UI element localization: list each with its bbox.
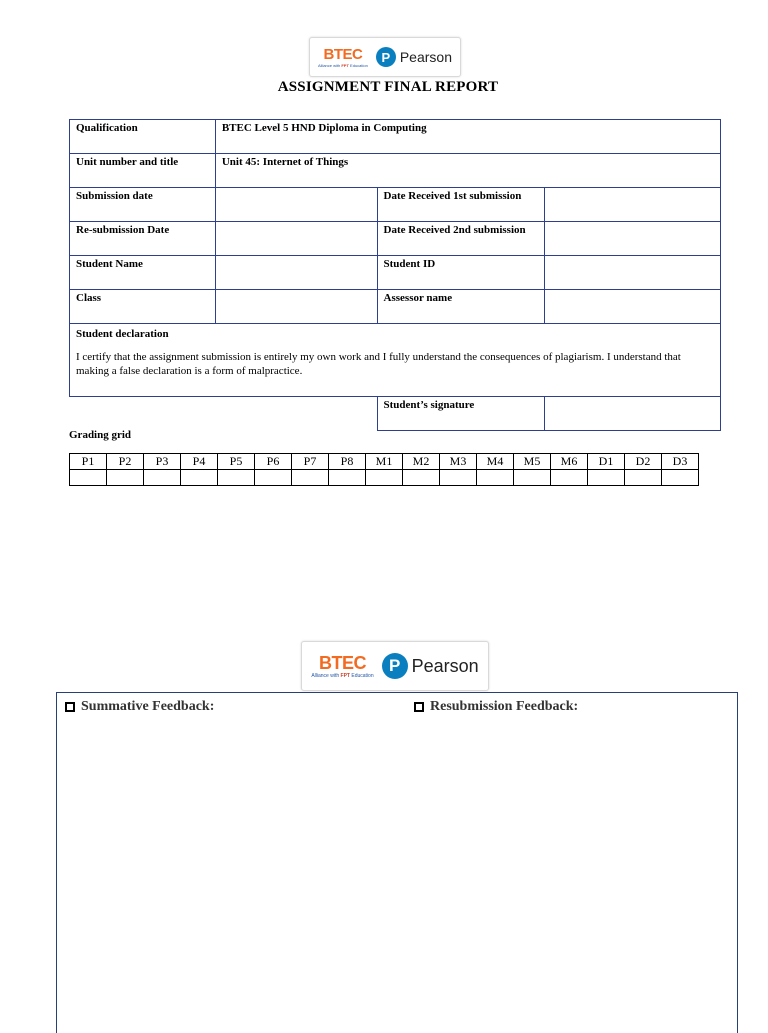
grade-cell-m4[interactable]	[477, 470, 514, 486]
signature-spacer	[70, 397, 378, 431]
declaration-text: I certify that the assignment submission is entirely my own work and I fully understand the consequences of plagiarism. I understand that making a false declaration is a form of malpractice.	[76, 351, 681, 378]
assignment-info-table	[69, 119, 721, 431]
btec-tagline-suffix: Education	[351, 672, 374, 679]
feedback-box	[56, 692, 738, 1033]
submission-date-field[interactable]	[215, 188, 377, 222]
submission-date-label: Submission date	[70, 188, 216, 222]
grade-header-p1: P1	[70, 454, 107, 470]
grade-cell-p5[interactable]	[218, 470, 255, 486]
student-name-label: Student Name	[70, 256, 216, 290]
class-label: Class	[70, 290, 216, 324]
grade-header-p2: P2	[107, 454, 144, 470]
class-field[interactable]	[215, 290, 377, 324]
pearson-logo	[376, 47, 452, 67]
btec-pearson-logo	[309, 37, 461, 77]
grade-cell-m2[interactable]	[403, 470, 440, 486]
student-id-field[interactable]	[545, 256, 721, 290]
date-received-2-field[interactable]	[545, 222, 721, 256]
btec-tagline-brand: FPT	[340, 672, 350, 679]
btec-logo	[318, 47, 368, 68]
table-row	[70, 256, 721, 290]
grade-cell-p6[interactable]	[255, 470, 292, 486]
grade-header-p8: P8	[329, 454, 366, 470]
checkbox-icon[interactable]	[414, 702, 424, 712]
btec-tagline	[311, 674, 373, 679]
table-row	[70, 397, 721, 431]
grade-header-m3: M3	[440, 454, 477, 470]
btec-tagline-prefix: Alliance with	[318, 62, 341, 68]
table-row	[70, 154, 721, 188]
grade-header-d2: D2	[625, 454, 662, 470]
btec-pearson-logo-bottom	[301, 641, 489, 691]
btec-tagline	[318, 64, 368, 68]
grade-header-m5: M5	[514, 454, 551, 470]
grade-cell-d3[interactable]	[662, 470, 699, 486]
declaration-title: Student declaration	[76, 328, 169, 340]
resubmission-date-field[interactable]	[215, 222, 377, 256]
assessor-label: Assessor name	[377, 290, 545, 324]
unit-value: Unit 45: Internet of Things	[215, 154, 720, 188]
grade-cell-p1[interactable]	[70, 470, 107, 486]
resubmission-feedback-heading	[414, 699, 578, 715]
table-row	[70, 324, 721, 397]
pearson-wordmark: Pearson	[399, 49, 452, 65]
btec-tagline-brand: FPT	[341, 62, 349, 68]
summative-feedback-heading	[65, 699, 214, 715]
grade-header-p6: P6	[255, 454, 292, 470]
grading-grid-label: Grading grid	[69, 429, 132, 441]
qualification-label: Qualification	[70, 120, 216, 154]
summative-feedback-label: Summative Feedback:	[81, 699, 215, 714]
student-name-field[interactable]	[215, 256, 377, 290]
qualification-value: BTEC Level 5 HND Diploma in Computing	[215, 120, 720, 154]
resubmission-feedback-label: Resubmission Feedback:	[430, 699, 579, 714]
btec-tagline-suffix: Education	[350, 62, 368, 68]
grading-value-row	[70, 470, 699, 486]
checkbox-icon[interactable]	[65, 702, 75, 712]
pearson-p-icon: P	[382, 653, 408, 679]
grade-cell-d1[interactable]	[588, 470, 625, 486]
grade-header-d1: D1	[588, 454, 625, 470]
table-row	[70, 120, 721, 154]
table-row	[70, 222, 721, 256]
grade-cell-p7[interactable]	[292, 470, 329, 486]
grade-cell-p4[interactable]	[181, 470, 218, 486]
page-title: ASSIGNMENT FINAL REPORT	[277, 79, 499, 95]
pearson-p-icon: P	[376, 47, 396, 67]
grade-cell-m3[interactable]	[440, 470, 477, 486]
grading-header-row	[70, 454, 699, 470]
signature-field[interactable]	[545, 397, 721, 431]
btec-wordmark: BTEC	[323, 45, 363, 63]
grade-header-p5: P5	[218, 454, 255, 470]
pearson-logo	[382, 653, 479, 679]
unit-label: Unit number and title	[70, 154, 216, 188]
btec-wordmark: BTEC	[318, 652, 366, 673]
table-row	[70, 290, 721, 324]
grade-cell-p2[interactable]	[107, 470, 144, 486]
grade-header-m4: M4	[477, 454, 514, 470]
grade-header-m1: M1	[366, 454, 403, 470]
grade-header-m2: M2	[403, 454, 440, 470]
grade-header-p4: P4	[181, 454, 218, 470]
date-received-1-label: Date Received 1st submission	[377, 188, 545, 222]
signature-label: Student’s signature	[377, 397, 545, 431]
grading-grid	[69, 453, 699, 486]
grade-cell-p3[interactable]	[144, 470, 181, 486]
date-received-1-field[interactable]	[545, 188, 721, 222]
grade-cell-p8[interactable]	[329, 470, 366, 486]
declaration-cell	[70, 324, 721, 397]
btec-tagline-prefix: Alliance with	[311, 672, 340, 679]
grade-header-d3: D3	[662, 454, 699, 470]
grade-cell-m6[interactable]	[551, 470, 588, 486]
grade-header-p3: P3	[144, 454, 181, 470]
grade-cell-m1[interactable]	[366, 470, 403, 486]
grade-cell-d2[interactable]	[625, 470, 662, 486]
assessor-field[interactable]	[545, 290, 721, 324]
btec-logo	[311, 654, 373, 679]
student-id-label: Student ID	[377, 256, 545, 290]
date-received-2-label: Date Received 2nd submission	[377, 222, 545, 256]
resubmission-date-label: Re-submission Date	[70, 222, 216, 256]
pearson-wordmark: Pearson	[411, 655, 479, 676]
grade-header-m6: M6	[551, 454, 588, 470]
grade-header-p7: P7	[292, 454, 329, 470]
table-row	[70, 188, 721, 222]
grade-cell-m5[interactable]	[514, 470, 551, 486]
